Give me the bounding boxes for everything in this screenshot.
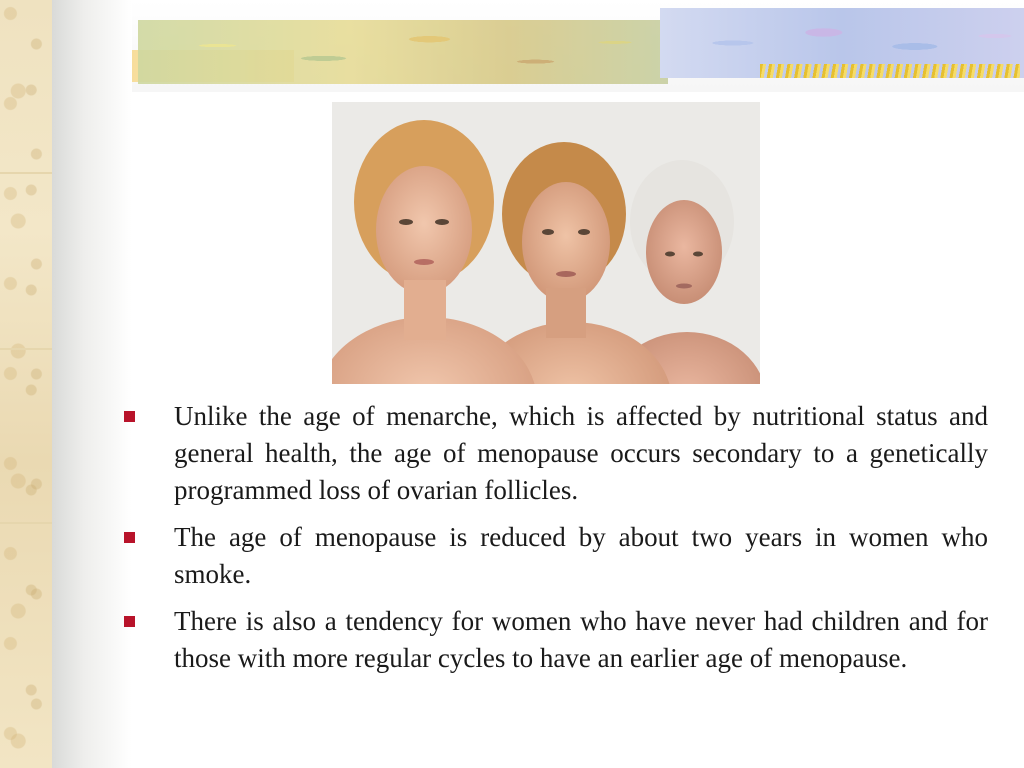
- bullet-square-icon: [124, 411, 135, 422]
- parchment-seam: [0, 348, 52, 350]
- photo-three-women-icon: [332, 102, 760, 384]
- bullet-text: The age of menopause is reduced by about two years in women who smoke.: [174, 522, 988, 589]
- slide-photo: [332, 102, 760, 384]
- left-parchment-strip: [0, 0, 52, 768]
- left-shadow-gradient: [52, 0, 132, 768]
- parchment-seam: [0, 522, 52, 524]
- bullet-list: [122, 398, 988, 687]
- parchment-seam: [0, 172, 52, 174]
- list-item: [122, 398, 988, 509]
- banner-leaves-art: [138, 20, 668, 84]
- list-item: [122, 519, 988, 593]
- banner-fringe: [760, 64, 1020, 78]
- bullet-square-icon: [124, 616, 135, 627]
- list-item: [122, 603, 988, 677]
- top-decorative-banner: [0, 0, 1024, 92]
- bullet-text: Unlike the age of menarche, which is affected by nutritional status and general health, the age of menopause occurs secondary to a genetically programmed loss of ovarian follicles.: [174, 401, 988, 505]
- bullet-square-icon: [124, 532, 135, 543]
- bullet-text: There is also a tendency for women who have never had children and for those with more regular cycles to have an earlier age of menopause.: [174, 606, 988, 673]
